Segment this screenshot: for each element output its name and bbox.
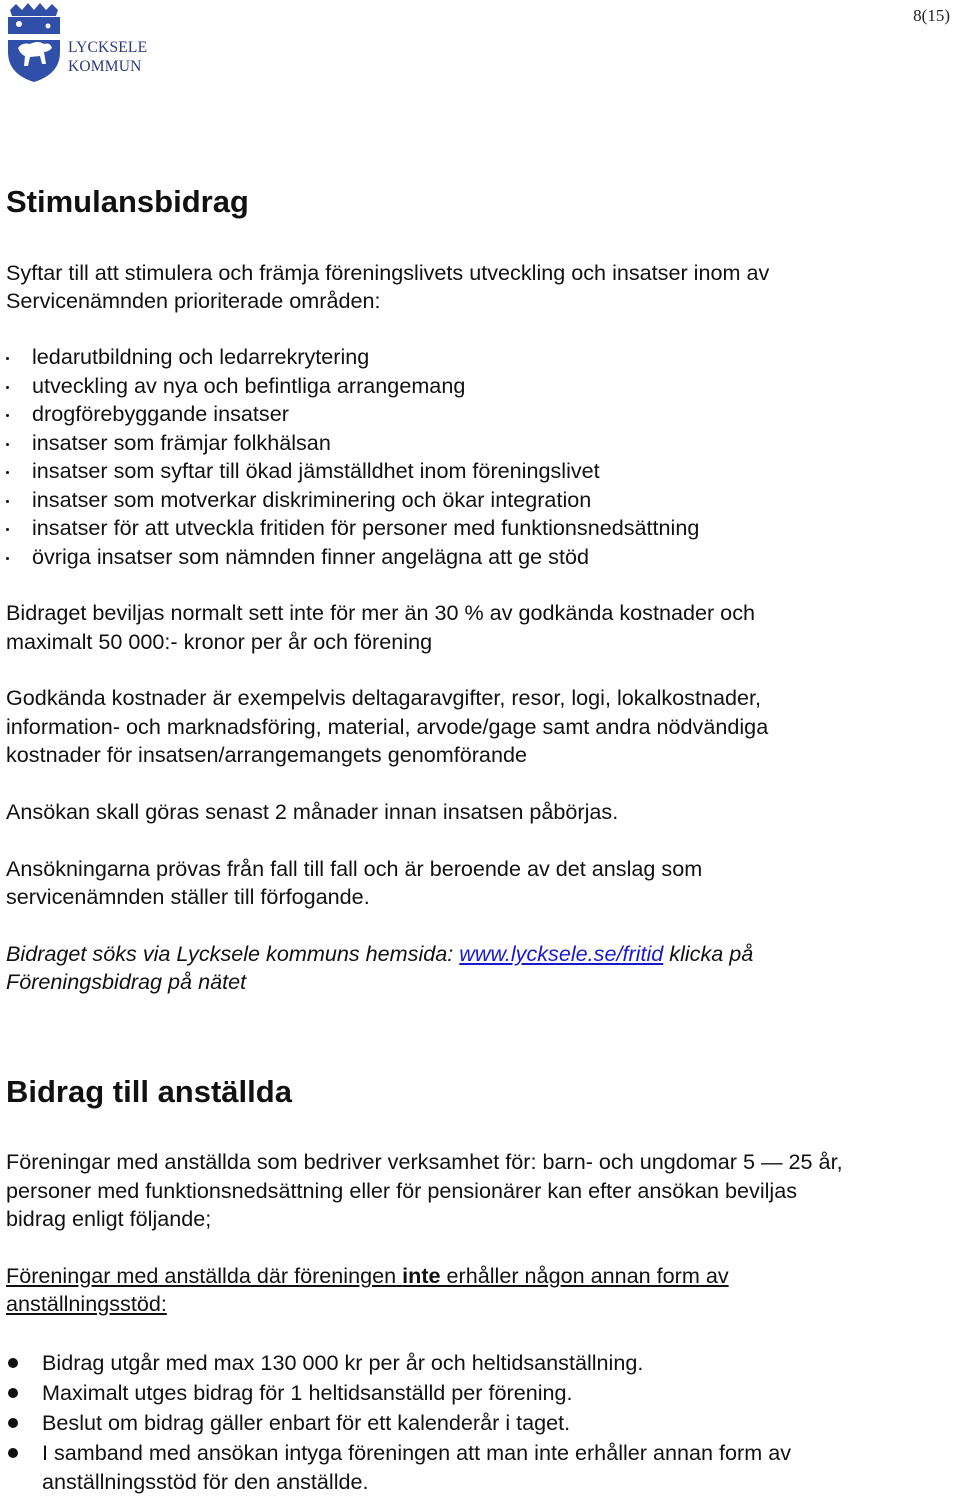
paragraph-apply-online-2: Föreningsbidrag på nätet xyxy=(6,969,247,994)
list-item: Maximalt utges bidrag för 1 heltidsanställd per förening. xyxy=(6,1378,791,1408)
lycksele-kommun-logo xyxy=(4,2,148,84)
list-item: drogförebyggande insatser xyxy=(6,400,699,429)
subheading-emphasis: inte xyxy=(402,1263,441,1288)
list-item: Bidrag utgår med max 130 000 kr per år och heltidsanställning. xyxy=(6,1348,791,1378)
list-item-continuation: anställningsstöd för den anställde. xyxy=(42,1469,369,1494)
paragraph-deadline: Ansökan skall göras senast 2 månader innan insatsen påbörjas. xyxy=(6,799,619,824)
paragraph-assessment-1: Ansökningarna prövas från fall till fall och är beroende av det anslag som xyxy=(6,856,703,881)
employee-grant-list xyxy=(6,1348,791,1468)
paragraph-costs-2: information- och marknadsföring, material, arvode/gage samt andra nödvändiga xyxy=(6,714,769,739)
logo-text xyxy=(68,38,147,76)
list-item: insatser för att utveckla fritiden för personer med funktionsnedsättning xyxy=(6,514,699,543)
paragraph-costs-3: kostnader för insatsen/arrangemangets genomförande xyxy=(6,742,527,767)
logo-line-2: KOMMUN xyxy=(68,58,142,75)
paragraph-employees-2: personer med funktionsnedsättning eller för pensionärer kan efter ansökan beviljas xyxy=(6,1178,798,1203)
list-item: Beslut om bidrag gäller enbart för ett kalenderår i taget. xyxy=(6,1408,791,1438)
apply-text: Bidraget söks via Lycksele kommuns hemsida: xyxy=(6,941,460,966)
page-number: 8(15) xyxy=(913,6,950,25)
list-item: övriga insatser som nämnden finner angelägna att ge stöd xyxy=(6,543,699,572)
paragraph-employees-3: bidrag enligt följande; xyxy=(6,1206,212,1231)
list-item: insatser som motverkar diskriminering och ökar integration xyxy=(6,486,699,515)
apply-suffix: klicka på xyxy=(663,941,754,966)
paragraph-grant-limit-2: maximalt 50 000:- kronor per år och förening xyxy=(6,629,433,654)
coat-of-arms-icon xyxy=(4,2,62,84)
website-link[interactable]: www.lycksele.se/fritid xyxy=(459,941,664,966)
priority-list xyxy=(6,343,699,571)
list-item: insatser som främjar folkhälsan xyxy=(6,429,699,458)
subheading-part-1: Föreningar med anställda där föreningen xyxy=(6,1263,403,1288)
subheading-no-other-support xyxy=(6,1262,729,1291)
section-title-stimulansbidrag: Stimulansbidrag xyxy=(6,184,249,219)
list-item: utveckling av nya och befintliga arrangemang xyxy=(6,372,699,401)
paragraph-grant-limit-1: Bidraget beviljas normalt sett inte för mer än 30 % av godkända kostnader och xyxy=(6,600,756,625)
paragraph-costs-1: Godkända kostnader är exempelvis deltagaravgifter, resor, logi, lokalkostnader, xyxy=(6,685,762,710)
list-item: insatser som syftar till ökad jämställdhet inom föreningslivet xyxy=(6,457,699,486)
subheading-part-2: erhåller någon annan form av xyxy=(440,1263,729,1288)
paragraph-employees-1: Föreningar med anställda som bedriver verksamhet för: barn- och ungdomar 5 — 25 år, xyxy=(6,1149,843,1174)
logo-line-1: LYCKSELE xyxy=(68,39,148,56)
paragraph-assessment-2: servicenämnden ställer till förfogande. xyxy=(6,884,370,909)
paragraph-apply-online xyxy=(6,940,753,969)
list-item: I samband med ansökan intyga föreningen att man inte erhåller annan form av xyxy=(6,1438,791,1468)
intro-line-1: Syftar till att stimulera och främja föreningslivets utveckling och insatser inom av xyxy=(6,260,770,285)
section-title-bidrag-till-anstallda: Bidrag till anställda xyxy=(6,1074,292,1109)
subheading-no-other-support-2: anställningsstöd: xyxy=(6,1291,167,1316)
list-item: ledarutbildning och ledarrekrytering xyxy=(6,343,699,372)
intro-line-2: Servicenämnden prioriterade områden: xyxy=(6,288,381,313)
